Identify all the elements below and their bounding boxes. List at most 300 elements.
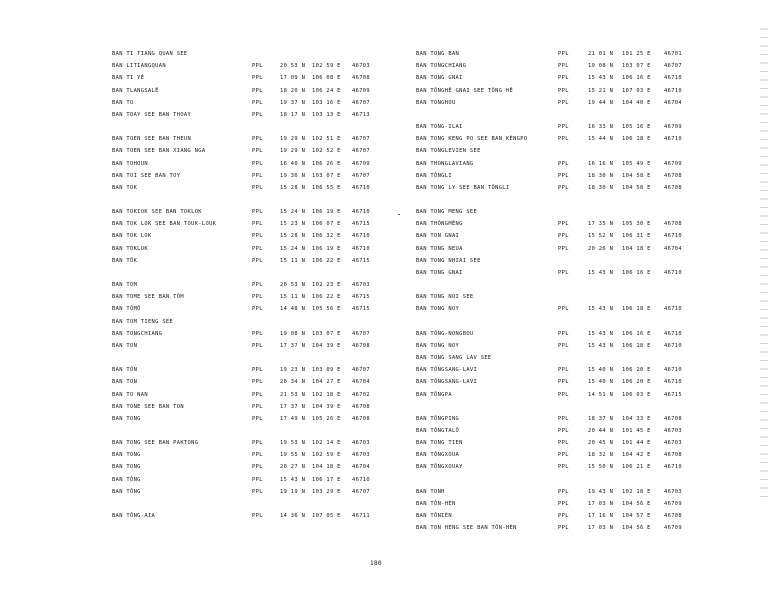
- gazetteer-entry: [112, 109, 380, 121]
- place-name: BAN TONE SEE BAN TON: [112, 403, 184, 410]
- map-sheet-code: 46710: [664, 464, 682, 471]
- map-sheet-code: 46708: [664, 172, 682, 179]
- latitude: 17 03 N: [588, 525, 614, 532]
- gazetteer-entry: [416, 461, 716, 473]
- latitude: 15 43 N: [588, 75, 614, 82]
- longitude: 105 56 E: [312, 306, 341, 313]
- gazetteer-entry: [112, 170, 380, 182]
- gazetteer-entry: [112, 413, 380, 425]
- place-name: BAN TOM TIENG SEE: [112, 318, 174, 325]
- feature-designation: PPL: [558, 500, 569, 507]
- feature-designation: PPL: [558, 525, 569, 532]
- place-name: BAN TO NAN: [112, 391, 148, 398]
- left-column: [112, 48, 380, 522]
- gazetteer-entry: [416, 85, 716, 97]
- place-name: BAN TONG GNAI: [416, 75, 463, 82]
- feature-designation: PPL: [558, 342, 569, 349]
- gazetteer-entry: [416, 206, 716, 218]
- latitude: 15 24 N: [280, 245, 306, 252]
- longitude: 104 39 E: [312, 403, 341, 410]
- longitude: 105 16 E: [622, 123, 651, 130]
- place-name: BAN TÔNGHÊ GNAI SEE TÔNG HÊ: [416, 87, 514, 94]
- place-name: BAN TONG BAN: [416, 51, 460, 57]
- longitude: 106 17 E: [312, 476, 341, 483]
- feature-designation: PPL: [252, 306, 263, 313]
- place-name: BAN TON: [112, 379, 138, 386]
- feature-designation: PPL: [558, 233, 569, 240]
- gazetteer-entry: [416, 60, 716, 72]
- map-sheet-code: 46702: [352, 391, 370, 398]
- right-column: [416, 48, 716, 534]
- latitude: 17 37 N: [280, 403, 306, 410]
- latitude: 20 44 N: [588, 427, 614, 434]
- gazetteer-entry: [416, 145, 716, 157]
- gazetteer-entry: [416, 97, 716, 109]
- place-name: BAN TONG SEE BAN PAKTONG: [112, 440, 199, 447]
- place-name: BAN TOK: [112, 184, 138, 191]
- feature-designation: PPL: [252, 391, 263, 398]
- feature-designation: PPL: [252, 379, 263, 386]
- longitude: 102 51 E: [312, 136, 341, 143]
- longitude: 104 39 E: [312, 342, 341, 349]
- feature-designation: PPL: [252, 367, 263, 374]
- longitude: 105 26 E: [312, 415, 341, 422]
- place-name: BAN TI YÊ: [112, 75, 145, 82]
- latitude: 17 37 N: [280, 342, 306, 349]
- longitude: 106 07 E: [312, 221, 341, 228]
- place-name: BAN TONG NOY: [416, 342, 460, 349]
- gazetteer-entry: [416, 376, 716, 388]
- latitude: 17 09 N: [280, 75, 306, 82]
- place-name: BAN TOKLOK: [112, 245, 148, 252]
- place-name: BAN TÔNIÈN: [416, 513, 452, 519]
- map-sheet-code: 46707: [664, 63, 682, 70]
- place-name: BAN TONG: [112, 464, 141, 471]
- map-sheet-code: 46707: [352, 148, 370, 155]
- place-name: BAN TONGCHIANG: [112, 330, 163, 337]
- map-sheet-code: 46704: [352, 464, 370, 471]
- place-name: BAN TO: [112, 99, 134, 106]
- place-name: BAN TOHOUN: [112, 160, 148, 167]
- map-sheet-code: 46710: [664, 75, 682, 82]
- latitude: 20 27 N: [280, 464, 306, 471]
- map-sheet-code: 46704: [664, 99, 682, 106]
- gazetteer-entry: [416, 291, 716, 303]
- scan-speck: [398, 214, 400, 215]
- map-sheet-code: 46708: [352, 342, 370, 349]
- longitude: 106 18 E: [622, 136, 651, 143]
- map-sheet-code: 46703: [664, 488, 682, 495]
- longitude: 104 58 E: [622, 172, 651, 179]
- place-name: BAN TONGLEVIEN SEE: [416, 148, 481, 155]
- map-sheet-code: 46707: [352, 488, 370, 495]
- longitude: 102 52 E: [312, 148, 341, 155]
- latitude: 18 37 N: [588, 415, 614, 422]
- place-name: BAN TÔNG-NONGBOU: [416, 330, 474, 337]
- latitude: 18 30 N: [588, 184, 614, 191]
- feature-designation: PPL: [558, 51, 569, 57]
- latitude: 19 44 N: [588, 99, 614, 106]
- place-name: BAN TI TIANG QUAN SEE: [112, 51, 188, 57]
- feature-designation: PPL: [558, 379, 569, 386]
- longitude: 106 16 E: [622, 75, 651, 82]
- feature-designation: PPL: [252, 294, 263, 301]
- longitude: 106 19 E: [312, 209, 341, 216]
- latitude: 14 36 N: [280, 513, 306, 519]
- latitude: 20 45 N: [588, 440, 614, 447]
- map-sheet-code: 46715: [352, 294, 370, 301]
- feature-designation: PPL: [252, 464, 263, 471]
- longitude: 103 29 E: [312, 488, 341, 495]
- place-name: BAN THONGLAVIANG: [416, 160, 474, 167]
- gazetteer-entry: [416, 158, 716, 170]
- place-name: BAN TONG NEUA: [416, 245, 463, 252]
- place-name: BAN TÔNGTALÔ: [416, 427, 460, 434]
- place-name: BAN TOK LOK: [112, 233, 152, 240]
- map-sheet-code: 46709: [352, 160, 370, 167]
- map-sheet-code: 46710: [664, 270, 682, 276]
- longitude: 105 30 E: [622, 221, 651, 228]
- map-sheet-code: 46709: [664, 500, 682, 507]
- place-name: BAN TÔNGSANG-LAVI: [416, 379, 478, 386]
- latitude: 15 28 N: [280, 184, 306, 191]
- latitude: 18 30 N: [588, 172, 614, 179]
- latitude: 15 43 N: [588, 330, 614, 337]
- latitude: 19 37 N: [280, 99, 306, 106]
- map-sheet-code: 46709: [664, 123, 682, 130]
- longitude: 106 03 E: [622, 391, 651, 398]
- longitude: 101 44 E: [622, 440, 651, 447]
- map-sheet-code: 46710: [664, 367, 682, 374]
- gazetteer-entry: [112, 206, 380, 218]
- feature-designation: PPL: [252, 111, 263, 118]
- longitude: 106 22 E: [312, 294, 341, 301]
- latitude: 15 43 N: [588, 270, 614, 276]
- place-name: BAN TOEN SEE BAN THEUN: [112, 136, 192, 143]
- map-sheet-code: 46710: [352, 476, 370, 483]
- map-sheet-code: 46703: [664, 427, 682, 434]
- map-sheet-code: 46703: [352, 282, 370, 288]
- feature-designation: PPL: [252, 87, 263, 94]
- gazetteer-entry: [112, 48, 380, 60]
- place-name: BAN TONG MENG SEE: [416, 209, 478, 216]
- latitude: 15 11 N: [280, 294, 306, 301]
- place-name: BAN LITIANGQUAN: [112, 63, 166, 70]
- feature-designation: PPL: [252, 99, 263, 106]
- feature-designation: PPL: [558, 452, 569, 459]
- gazetteer-entry: [416, 449, 716, 461]
- longitude: 103 07 E: [312, 172, 341, 179]
- latitude: 19 08 N: [588, 63, 614, 70]
- feature-designation: PPL: [558, 488, 569, 495]
- feature-designation: PPL: [558, 367, 569, 374]
- place-name: BAN TOEN SEE BAN XIANG NGA: [112, 148, 206, 155]
- gazetteer-entry: [416, 328, 716, 340]
- gazetteer-entry: [112, 437, 380, 449]
- feature-designation: PPL: [252, 233, 263, 240]
- latitude: 17 16 N: [588, 513, 614, 519]
- place-name: BAN TÔNGXOUAY: [416, 464, 463, 471]
- longitude: 104 56 E: [622, 525, 651, 532]
- gazetteer-entry: [112, 145, 380, 157]
- feature-designation: PPL: [558, 87, 569, 94]
- map-sheet-code: 46707: [352, 367, 370, 374]
- feature-designation: PPL: [252, 403, 263, 410]
- gazetteer-entry: [416, 340, 716, 352]
- gazetteer-entry: [112, 291, 380, 303]
- map-sheet-code: 46710: [352, 184, 370, 191]
- latitude: 20 53 N: [280, 282, 306, 288]
- map-sheet-code: 46710: [664, 233, 682, 240]
- latitude: 14 48 N: [280, 306, 306, 313]
- map-sheet-code: 46709: [664, 160, 682, 167]
- gazetteer-entry: [112, 279, 380, 291]
- map-sheet-code: 46710: [664, 87, 682, 94]
- map-sheet-code: 46708: [664, 513, 682, 519]
- gazetteer-entry: [416, 170, 716, 182]
- map-sheet-code: 46710: [352, 209, 370, 216]
- feature-designation: PPL: [558, 513, 569, 519]
- latitude: 19 23 N: [280, 367, 306, 374]
- longitude: 104 40 E: [622, 99, 651, 106]
- longitude: 106 20 E: [622, 367, 651, 374]
- feature-designation: PPL: [558, 172, 569, 179]
- gazetteer-entry: [416, 230, 716, 242]
- feature-designation: PPL: [252, 136, 263, 143]
- latitude: 16 16 N: [588, 160, 614, 167]
- latitude: 18 20 N: [280, 87, 306, 94]
- longitude: 104 57 E: [622, 513, 651, 519]
- latitude: 21 01 N: [588, 51, 614, 57]
- place-name: BAN TONG GNAI: [416, 270, 463, 276]
- feature-designation: PPL: [558, 123, 569, 130]
- gazetteer-entry: [112, 389, 380, 401]
- map-sheet-code: 46704: [664, 245, 682, 252]
- place-name: BAN TOAY SEE BAN THOAY: [112, 111, 192, 118]
- latitude: 15 43 N: [280, 476, 306, 483]
- gazetteer-entry: [112, 303, 380, 315]
- place-name: BAN TONG NHIAI SEE: [416, 257, 481, 264]
- latitude: 19 29 N: [280, 148, 306, 155]
- place-name: BAN TÔNGSANG-LAVI: [416, 367, 478, 374]
- place-name: BAN TÔN: [112, 367, 138, 374]
- map-sheet-code: 46710: [352, 233, 370, 240]
- map-sheet-code: 46703: [664, 440, 682, 447]
- feature-designation: PPL: [558, 99, 569, 106]
- gazetteer-entry: [112, 72, 380, 84]
- longitude: 104 18 E: [312, 464, 341, 471]
- place-name: BAN TÔNGPING: [416, 415, 460, 422]
- gazetteer-entry: [416, 267, 716, 279]
- gazetteer-entry: [112, 474, 380, 486]
- map-sheet-code: 46709: [664, 525, 682, 532]
- latitude: 19 29 N: [280, 136, 306, 143]
- feature-designation: PPL: [558, 75, 569, 82]
- place-name: BAN TONG-ILAI: [416, 123, 463, 130]
- feature-designation: PPL: [252, 148, 263, 155]
- place-name: BAN THÔNGMÊNG: [416, 221, 463, 228]
- latitude: 15 43 N: [588, 306, 614, 313]
- longitude: 106 16 E: [622, 330, 651, 337]
- gazetteer-entry: [112, 97, 380, 109]
- gazetteer-entry: [112, 133, 380, 145]
- latitude: 19 19 N: [280, 488, 306, 495]
- latitude: 15 44 N: [588, 136, 614, 143]
- map-sheet-code: 46710: [664, 379, 682, 386]
- map-sheet-code: 46715: [352, 306, 370, 313]
- feature-designation: PPL: [252, 63, 263, 70]
- longitude: 106 16 E: [622, 270, 651, 276]
- latitude: 21 53 N: [280, 391, 306, 398]
- feature-designation: PPL: [558, 427, 569, 434]
- map-sheet-code: 46708: [352, 403, 370, 410]
- map-sheet-code: 46703: [352, 63, 370, 70]
- gazetteer-entry: [416, 486, 716, 498]
- place-name: BAN TOME SEE BAN TÔM: [112, 294, 184, 301]
- gazetteer-entry: [416, 182, 716, 194]
- longitude: 106 32 E: [312, 233, 341, 240]
- place-name: BAN TON: [112, 342, 138, 349]
- map-sheet-code: 46708: [664, 184, 682, 191]
- feature-designation: PPL: [252, 415, 263, 422]
- longitude: 106 24 E: [312, 87, 341, 94]
- feature-designation: PPL: [558, 221, 569, 228]
- map-sheet-code: 46704: [352, 379, 370, 386]
- longitude: 104 33 E: [622, 415, 651, 422]
- place-name: BAN TOKIOK SEE BAN TOKLOK: [112, 209, 202, 216]
- latitude: 19 43 N: [588, 488, 614, 495]
- map-sheet-code: 46710: [664, 136, 682, 143]
- longitude: 106 20 E: [622, 379, 651, 386]
- gazetteer-entry: [416, 498, 716, 510]
- gazetteer-entry: [416, 303, 716, 315]
- map-sheet-code: 46710: [664, 330, 682, 337]
- latitude: 18 32 N: [588, 452, 614, 459]
- feature-designation: PPL: [558, 415, 569, 422]
- gazetteer-entry: [112, 85, 380, 97]
- feature-designation: PPL: [252, 452, 263, 459]
- gazetteer-entry: [416, 389, 716, 401]
- place-name: BAN TONGHOU: [416, 99, 456, 106]
- place-name: BAN TLANGSALÊ: [112, 87, 159, 94]
- map-sheet-code: 46711: [352, 513, 370, 519]
- gazetteer-entry: [112, 449, 380, 461]
- gazetteer-entry: [112, 316, 380, 328]
- longitude: 106 18 E: [622, 306, 651, 313]
- place-name: BAN TONH: [416, 488, 445, 495]
- feature-designation: PPL: [558, 160, 569, 167]
- map-sheet-code: 46707: [352, 172, 370, 179]
- latitude: 15 24 N: [280, 209, 306, 216]
- latitude: 17 03 N: [588, 500, 614, 507]
- gazetteer-entry: [416, 121, 716, 133]
- place-name: BAN TÔN-HÈN: [416, 500, 456, 507]
- longitude: 106 21 E: [622, 464, 651, 471]
- map-sheet-code: 46715: [352, 221, 370, 228]
- longitude: 103 07 E: [312, 330, 341, 337]
- map-sheet-code: 46707: [352, 136, 370, 143]
- place-name: BAN TONG: [112, 415, 141, 422]
- feature-designation: PPL: [558, 136, 569, 143]
- longitude: 104 18 E: [622, 245, 651, 252]
- latitude: 16 33 N: [588, 123, 614, 130]
- map-sheet-code: 46710: [664, 342, 682, 349]
- longitude: 107 03 E: [622, 87, 651, 94]
- place-name: BAN TONG: [112, 452, 141, 459]
- latitude: 20 53 N: [280, 63, 306, 70]
- feature-designation: PPL: [558, 330, 569, 337]
- place-name: BAN TONG LY SEE BAN TÔNGLI: [416, 184, 510, 191]
- feature-designation: PPL: [252, 440, 263, 447]
- gazetteer-entry: [416, 133, 716, 145]
- gazetteer-entry: [112, 255, 380, 267]
- longitude: 104 27 E: [312, 379, 341, 386]
- feature-designation: PPL: [252, 245, 263, 252]
- longitude: 102 18 E: [622, 488, 651, 495]
- feature-designation: PPL: [252, 476, 263, 483]
- latitude: 15 50 N: [588, 464, 614, 471]
- latitude: 19 55 N: [280, 452, 306, 459]
- place-name: BAN TÔK: [112, 257, 138, 264]
- latitude: 20 34 N: [280, 379, 306, 386]
- feature-designation: PPL: [252, 257, 263, 264]
- gazetteer-entry: [416, 243, 716, 255]
- place-name: BAN TONG NOI SEE: [416, 294, 474, 301]
- place-name: BAN TÔNG: [112, 488, 141, 495]
- place-name: BAN TON GNAI: [416, 233, 460, 240]
- gazetteer-entry: [112, 376, 380, 388]
- place-name: BAN TONG KENG PO SEE BAN KÈNGPO: [416, 136, 528, 143]
- place-name: BAN TÔNGPA: [416, 391, 452, 398]
- place-name: BAN TÔNG-AIA: [112, 513, 156, 519]
- gazetteer-entry: [112, 510, 380, 522]
- longitude: 106 08 E: [312, 75, 341, 82]
- longitude: 103 16 E: [312, 99, 341, 106]
- longitude: 102 18 E: [312, 391, 341, 398]
- scan-edge-artifact: [760, 28, 768, 498]
- longitude: 104 58 E: [622, 184, 651, 191]
- place-name: BAN TONG NOY: [416, 306, 460, 313]
- gazetteer-entry: [416, 255, 716, 267]
- latitude: 15 28 N: [280, 233, 306, 240]
- place-name: BAN TÔMÔ: [112, 306, 141, 313]
- gazetteer-entry: [112, 401, 380, 413]
- latitude: 20 26 N: [588, 245, 614, 252]
- longitude: 102 59 E: [312, 452, 341, 459]
- gazetteer-entry: [416, 72, 716, 84]
- feature-designation: PPL: [252, 75, 263, 82]
- place-name: BAN TONG SANG LAV SEE: [416, 354, 492, 361]
- latitude: 19 08 N: [280, 330, 306, 337]
- gazetteer-entry: [112, 158, 380, 170]
- feature-designation: PPL: [252, 342, 263, 349]
- gazetteer-entry: [416, 413, 716, 425]
- latitude: 19 53 N: [280, 440, 306, 447]
- longitude: 105 49 E: [622, 160, 651, 167]
- feature-designation: PPL: [558, 306, 569, 313]
- map-sheet-code: 46707: [352, 99, 370, 106]
- latitude: 15 43 N: [588, 342, 614, 349]
- gazetteer-entry: [416, 510, 716, 522]
- gazetteer-entry: [416, 48, 716, 60]
- map-sheet-code: 46708: [352, 75, 370, 82]
- map-sheet-code: 46701: [664, 51, 682, 57]
- longitude: 106 22 E: [312, 257, 341, 264]
- gazetteer-entry: [416, 425, 716, 437]
- gazetteer-entry: [112, 230, 380, 242]
- map-sheet-code: 46715: [664, 391, 682, 398]
- place-name: BAN TONG TIEN: [416, 440, 463, 447]
